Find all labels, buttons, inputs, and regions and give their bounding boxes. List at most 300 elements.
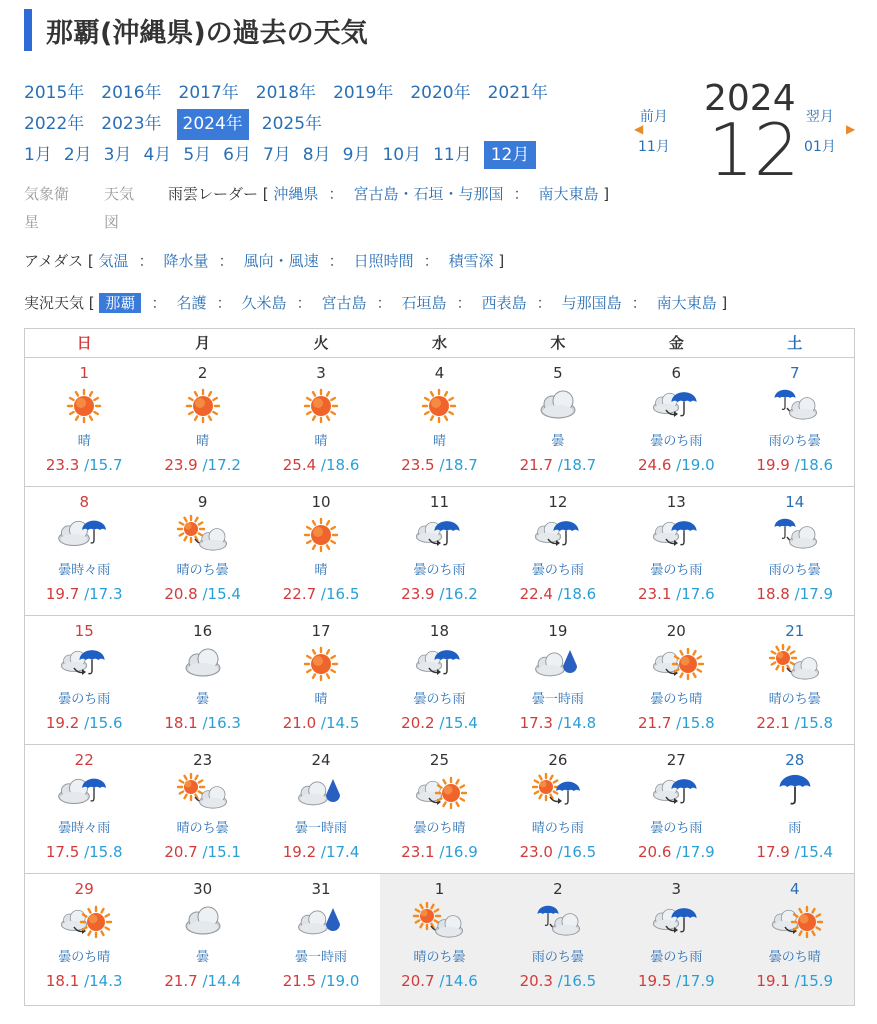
- temp-high: 21.5: [282, 972, 317, 990]
- day-number: 4: [789, 880, 800, 898]
- next-label: 翌月: [805, 109, 834, 125]
- temp-high: 20.3: [519, 972, 553, 990]
- week-row: [25, 874, 854, 1005]
- temp-low: /16.5: [552, 843, 597, 861]
- temp-high: 22.1: [756, 714, 790, 732]
- page-header: [24, 8, 368, 52]
- arrow-right-icon: ▶: [846, 122, 856, 136]
- region-link[interactable]: 南大東島: [538, 185, 599, 203]
- temperature: [499, 714, 617, 732]
- weekday-label: 日: [76, 334, 92, 352]
- next-month-link[interactable]: [804, 102, 836, 162]
- temperature: [25, 714, 143, 732]
- temperature: [25, 972, 143, 990]
- temp-low: /15.8: [79, 843, 123, 861]
- calendar-body: [25, 358, 854, 1005]
- temperature: [143, 714, 261, 732]
- year-link[interactable]: 2017年: [178, 83, 239, 103]
- temperature: [143, 585, 261, 603]
- day-cell[interactable]: [262, 358, 380, 486]
- temp-high: 19.7: [45, 585, 80, 603]
- temp-high: 18.1: [164, 714, 198, 732]
- cloud-temporary-rain-icon: [262, 773, 380, 813]
- day-cell[interactable]: [380, 745, 498, 873]
- weather-calendar: [24, 328, 855, 1006]
- bracket-open: [: [258, 185, 274, 203]
- region-link[interactable]: 宮古島: [321, 294, 367, 312]
- month-navigator: [634, 78, 860, 192]
- month-link[interactable]: 7月: [262, 145, 291, 165]
- region-link[interactable]: 南大東島: [656, 294, 717, 312]
- cloud-then-rain-icon: [617, 902, 735, 942]
- temp-high: 20.7: [164, 843, 198, 861]
- month-link[interactable]: 5月: [183, 145, 212, 165]
- weather-label: 曇一時雨: [295, 950, 348, 965]
- temperature: [736, 843, 854, 861]
- temp-low: /18.7: [552, 456, 597, 474]
- region-link[interactable]: 西表島: [481, 294, 527, 312]
- day-number: 7: [789, 364, 800, 382]
- temp-high: 23.1: [638, 585, 672, 603]
- cloud-then-sun-icon: [25, 902, 143, 942]
- separator: ：: [138, 252, 154, 270]
- weather-label: 晴のち曇: [176, 821, 229, 836]
- satellite-label-1: 気象衛: [24, 185, 70, 203]
- weather-label: 雨: [788, 821, 802, 836]
- temp-high: 19.1: [756, 972, 790, 990]
- day-cell[interactable]: [25, 487, 143, 615]
- day-cell[interactable]: [143, 358, 261, 486]
- year-link: 2024年: [177, 109, 249, 140]
- temperature: [25, 843, 143, 861]
- temp-low: /16.5: [552, 972, 597, 990]
- weather-label: 曇のち雨: [531, 563, 584, 578]
- day-number: 1: [79, 364, 89, 382]
- separator: ：: [456, 294, 472, 312]
- day-number: 22: [74, 751, 94, 769]
- weather-label: 曇時々雨: [58, 563, 111, 578]
- cloud-sometimes-rain-icon: [25, 515, 143, 555]
- region-link[interactable]: 名護: [176, 294, 207, 312]
- observation-links: [24, 292, 727, 313]
- day-cell[interactable]: [380, 616, 498, 744]
- temperature: [617, 843, 735, 861]
- sun-then-cloud-icon: [380, 902, 498, 942]
- day-cell[interactable]: [25, 616, 143, 744]
- temp-low: /15.8: [789, 714, 834, 732]
- weather-label: 曇のち雨: [650, 434, 703, 449]
- temp-low: /16.5: [316, 585, 360, 603]
- day-number: 24: [311, 751, 331, 769]
- day-number: 19: [548, 622, 568, 640]
- temp-low: /17.4: [316, 843, 360, 861]
- weather-label: 晴: [432, 434, 446, 449]
- temp-low: /17.6: [671, 585, 715, 603]
- cloud-then-rain-icon: [380, 515, 498, 555]
- temperature: [499, 972, 617, 990]
- temperature: [736, 456, 854, 474]
- day-number: 27: [666, 751, 686, 769]
- temp-high: 18.8: [756, 585, 790, 603]
- weather-label: 雨のち曇: [768, 434, 821, 449]
- day-number: 30: [193, 880, 213, 898]
- satellite-label-2: 星: [24, 213, 40, 231]
- temp-low: /15.4: [789, 843, 834, 861]
- week-row: [25, 745, 854, 874]
- bracket-close: ]: [716, 294, 728, 312]
- weather-label: 晴: [314, 692, 328, 707]
- temp-low: /19.0: [671, 456, 715, 474]
- day-cell[interactable]: [143, 616, 261, 744]
- temp-high: 19.2: [45, 714, 80, 732]
- day-number: 21: [785, 622, 805, 640]
- temp-low: /14.3: [79, 972, 123, 990]
- day-cell[interactable]: [499, 487, 617, 615]
- temp-high: 19.2: [282, 843, 317, 861]
- temp-low: /15.6: [79, 714, 123, 732]
- bracket-open: [: [84, 294, 100, 312]
- day-cell[interactable]: [143, 745, 261, 873]
- temp-low: /18.6: [552, 585, 597, 603]
- temp-high: 20.7: [401, 972, 435, 990]
- temp-high: 23.9: [401, 585, 435, 603]
- day-number: 2: [553, 880, 563, 898]
- day-cell[interactable]: [262, 616, 380, 744]
- temp-low: /14.8: [552, 714, 597, 732]
- weather-label: 晴: [196, 434, 210, 449]
- title-accent-bar: [24, 9, 32, 51]
- separator: ：: [328, 185, 344, 203]
- temp-high: 23.0: [519, 843, 553, 861]
- month-link[interactable]: 8月: [302, 145, 331, 165]
- day-number: 29: [74, 880, 94, 898]
- cloud-then-rain-icon: [380, 644, 498, 684]
- temp-high: 23.3: [45, 456, 80, 474]
- temp-low: /18.7: [434, 456, 478, 474]
- day-cell[interactable]: [736, 874, 854, 1005]
- day-cell[interactable]: [499, 745, 617, 873]
- weather-label: 曇のち雨: [650, 563, 703, 578]
- day-number: 16: [193, 622, 213, 640]
- amedas-links: [24, 250, 504, 271]
- cloud-then-rain-icon: [25, 644, 143, 684]
- day-cell[interactable]: [380, 358, 498, 486]
- month-link[interactable]: 10月: [382, 145, 422, 165]
- temperature: [262, 843, 380, 861]
- month-selector: [24, 141, 548, 169]
- temp-low: /17.9: [671, 843, 715, 861]
- separator: ：: [216, 294, 232, 312]
- separator: ：: [536, 294, 552, 312]
- sun-icon: [25, 386, 143, 426]
- cloud-temporary-rain-icon: [499, 644, 617, 684]
- sun-then-cloud-icon: [143, 515, 261, 555]
- day-cell[interactable]: [617, 358, 735, 486]
- day-number: 8: [79, 493, 89, 511]
- rain-icon: [736, 773, 854, 813]
- day-cell[interactable]: [736, 616, 854, 744]
- region-link[interactable]: 積雪深: [448, 252, 494, 270]
- sun-then-cloud-icon: [143, 773, 261, 813]
- day-cell[interactable]: [143, 874, 261, 1005]
- day-cell[interactable]: [262, 874, 380, 1005]
- day-cell[interactable]: [262, 745, 380, 873]
- year-link[interactable]: 2021年: [487, 83, 548, 103]
- day-number: 9: [197, 493, 208, 511]
- day-cell[interactable]: [25, 874, 143, 1005]
- sun-icon: [262, 515, 380, 555]
- temperature: [262, 456, 380, 474]
- temperature: [380, 585, 498, 603]
- day-number: 14: [785, 493, 805, 511]
- temp-high: 21.7: [164, 972, 198, 990]
- temp-low: /15.4: [197, 585, 241, 603]
- temp-high: 23.9: [164, 456, 198, 474]
- separator: ：: [296, 294, 312, 312]
- temperature: [380, 843, 498, 861]
- temp-high: 20.8: [164, 585, 198, 603]
- temperature: [499, 585, 617, 603]
- temp-low: /15.4: [434, 714, 478, 732]
- day-number: 3: [316, 364, 326, 382]
- temp-low: /16.3: [197, 714, 241, 732]
- region-link[interactable]: 与那国島: [561, 294, 622, 312]
- rain-then-cloud-icon: [499, 902, 617, 942]
- day-number: 28: [785, 751, 805, 769]
- weather-label: 曇のち雨: [413, 692, 466, 707]
- temperature: [143, 456, 261, 474]
- temp-low: /17.9: [789, 585, 834, 603]
- weather-map-link[interactable]: [104, 180, 164, 236]
- day-number: 13: [666, 493, 686, 511]
- current-year: 2024: [704, 78, 796, 119]
- temperature: [143, 843, 261, 861]
- weather-label: 曇のち晴: [58, 950, 111, 965]
- day-number: 6: [671, 364, 682, 382]
- year-link[interactable]: 2020年: [410, 83, 471, 103]
- temperature: [262, 972, 380, 990]
- day-cell[interactable]: [736, 745, 854, 873]
- sun-icon: [262, 644, 380, 684]
- day-cell[interactable]: [736, 358, 854, 486]
- day-cell[interactable]: [499, 616, 617, 744]
- region-link[interactable]: 宮古島・石垣・与那国: [353, 185, 504, 203]
- region-link[interactable]: 降水量: [163, 252, 209, 270]
- month-link[interactable]: 4月: [143, 145, 172, 165]
- temp-low: /17.3: [79, 585, 123, 603]
- temp-high: 17.9: [756, 843, 790, 861]
- temperature: [262, 585, 380, 603]
- temp-low: /15.1: [197, 843, 241, 861]
- radar-links: [168, 180, 628, 208]
- weather-label: 雨のち曇: [531, 950, 584, 965]
- day-number: 5: [553, 364, 563, 382]
- day-cell[interactable]: [380, 487, 498, 615]
- temp-low: /15.7: [79, 456, 123, 474]
- region-link[interactable]: 沖縄県: [273, 185, 319, 203]
- weather-label: 曇のち晴: [413, 821, 466, 836]
- temp-high: 20.6: [638, 843, 672, 861]
- temp-high: 17.3: [519, 714, 553, 732]
- weather-map-label-1: 天気: [104, 185, 135, 203]
- temperature: [736, 972, 854, 990]
- temp-low: /17.9: [671, 972, 715, 990]
- weather-label: 曇のち雨: [58, 692, 111, 707]
- day-number: 23: [193, 751, 213, 769]
- temperature: [736, 714, 854, 732]
- day-number: 2: [197, 364, 208, 382]
- day-number: 12: [548, 493, 568, 511]
- temp-low: /14.6: [434, 972, 478, 990]
- year-link[interactable]: 2018年: [255, 83, 317, 103]
- temp-low: /15.8: [671, 714, 715, 732]
- page-title: 那覇(沖縄県)の過去の天気: [46, 17, 368, 49]
- temp-low: /19.0: [316, 972, 360, 990]
- day-cell[interactable]: [25, 745, 143, 873]
- sun-icon: [143, 386, 261, 426]
- weather-label: 曇時々雨: [58, 821, 111, 836]
- year-link[interactable]: 2022年: [24, 114, 85, 134]
- weather-map-label-2: 図: [104, 213, 120, 231]
- temperature: [617, 585, 735, 603]
- day-number: 1: [434, 880, 445, 898]
- satellite-link[interactable]: [24, 180, 84, 236]
- weekday-label: 土: [787, 334, 803, 352]
- month-link[interactable]: 6月: [223, 145, 251, 165]
- year-link[interactable]: 2023年: [101, 114, 162, 134]
- sun-icon: [262, 386, 380, 426]
- temp-high: 24.6: [638, 456, 672, 474]
- month-link[interactable]: 1月: [24, 145, 52, 165]
- separator: ：: [631, 294, 647, 312]
- weather-label: 晴: [314, 563, 328, 578]
- month-link[interactable]: 3月: [103, 145, 132, 165]
- day-cell[interactable]: [25, 358, 143, 486]
- region-link[interactable]: 石垣島: [401, 294, 447, 312]
- weekday-label: 木: [550, 334, 566, 352]
- weather-label: 晴のち曇: [413, 950, 466, 965]
- day-number: 3: [671, 880, 682, 898]
- region-link[interactable]: 久米島: [241, 294, 287, 312]
- temperature: [617, 456, 735, 474]
- temperature: [380, 714, 498, 732]
- year-selector: [24, 78, 624, 140]
- weekday-label: 水: [431, 334, 447, 352]
- sun-icon: [380, 386, 498, 426]
- temp-high: 21.7: [519, 456, 553, 474]
- cloud-icon: [143, 644, 261, 684]
- day-cell[interactable]: [262, 487, 380, 615]
- weather-label: 曇のち晴: [650, 692, 703, 707]
- separator: ：: [151, 294, 167, 312]
- weather-label: 晴のち曇: [176, 563, 229, 578]
- temp-high: 18.1: [45, 972, 80, 990]
- separator: ：: [513, 185, 529, 203]
- sun-then-rain-icon: [499, 773, 617, 813]
- day-cell[interactable]: [617, 487, 735, 615]
- temperature: [499, 456, 617, 474]
- temperature: [380, 456, 498, 474]
- row-label: 雨雲レーダー: [168, 185, 259, 203]
- year-link[interactable]: 2015年: [24, 83, 85, 103]
- weather-label: 曇: [551, 434, 565, 449]
- day-cell[interactable]: [617, 874, 735, 1005]
- temp-high: 22.4: [519, 585, 553, 603]
- week-row: [25, 358, 854, 487]
- day-cell[interactable]: [143, 487, 261, 615]
- region-link[interactable]: 気温: [98, 252, 129, 270]
- week-row: [25, 616, 854, 745]
- day-number: 4: [434, 364, 445, 382]
- rain-then-cloud-icon: [736, 386, 854, 426]
- weather-label: 曇: [196, 692, 210, 707]
- year-link[interactable]: 2019年: [333, 83, 394, 103]
- weather-label: 晴のち雨: [531, 821, 584, 836]
- year-link[interactable]: 2016年: [101, 83, 162, 103]
- region-link[interactable]: 日照時間: [353, 252, 414, 270]
- weekday-label: 火: [313, 334, 329, 352]
- separator: ：: [218, 252, 234, 270]
- weather-label: 曇のち雨: [413, 563, 466, 578]
- rain-then-cloud-icon: [736, 515, 854, 555]
- day-cell[interactable]: [736, 487, 854, 615]
- day-number: 17: [311, 622, 331, 640]
- row-label: 実況天気: [24, 294, 85, 312]
- day-cell[interactable]: [499, 874, 617, 1005]
- cloud-then-rain-icon: [499, 515, 617, 555]
- separator: ：: [376, 294, 392, 312]
- temp-low: /18.6: [789, 456, 834, 474]
- weekday-header: [25, 329, 854, 358]
- prev-label: 前月: [639, 109, 668, 125]
- weather-label: 雨のち曇: [768, 563, 821, 578]
- temp-high: 25.4: [282, 456, 317, 474]
- day-number: 15: [74, 622, 94, 640]
- weather-label: 曇一時雨: [295, 821, 348, 836]
- bracket-open: [: [83, 252, 99, 270]
- temperature: [143, 972, 261, 990]
- day-cell[interactable]: [380, 874, 498, 1005]
- temp-high: 22.7: [282, 585, 317, 603]
- weather-label: 曇のち雨: [650, 950, 703, 965]
- region-link[interactable]: 風向・風速: [243, 252, 319, 270]
- temp-high: 19.5: [638, 972, 672, 990]
- cloud-then-sun-icon: [380, 773, 498, 813]
- month-link[interactable]: 9月: [342, 145, 371, 165]
- weather-label: 晴: [314, 434, 328, 449]
- day-number: 10: [311, 493, 331, 511]
- day-number: 26: [548, 751, 568, 769]
- year-link[interactable]: 2025年: [261, 114, 323, 134]
- day-cell[interactable]: [617, 616, 735, 744]
- week-row: [25, 487, 854, 616]
- weather-label: 曇のち晴: [768, 950, 821, 965]
- prev-month: 11月: [638, 139, 670, 155]
- weather-label: 曇: [196, 950, 210, 965]
- day-number: 25: [429, 751, 450, 769]
- weekday-label: 金: [668, 334, 684, 352]
- weekday-label: 月: [195, 334, 211, 352]
- day-number: 20: [666, 622, 686, 640]
- region-link: 那覇: [99, 293, 141, 313]
- temp-low: /15.9: [789, 972, 834, 990]
- cloud-then-sun-icon: [617, 644, 735, 684]
- month-link[interactable]: 2月: [63, 145, 92, 165]
- month-link[interactable]: 11月: [433, 145, 472, 165]
- bracket-close: ]: [598, 185, 610, 203]
- day-cell[interactable]: [617, 745, 735, 873]
- day-cell[interactable]: [499, 358, 617, 486]
